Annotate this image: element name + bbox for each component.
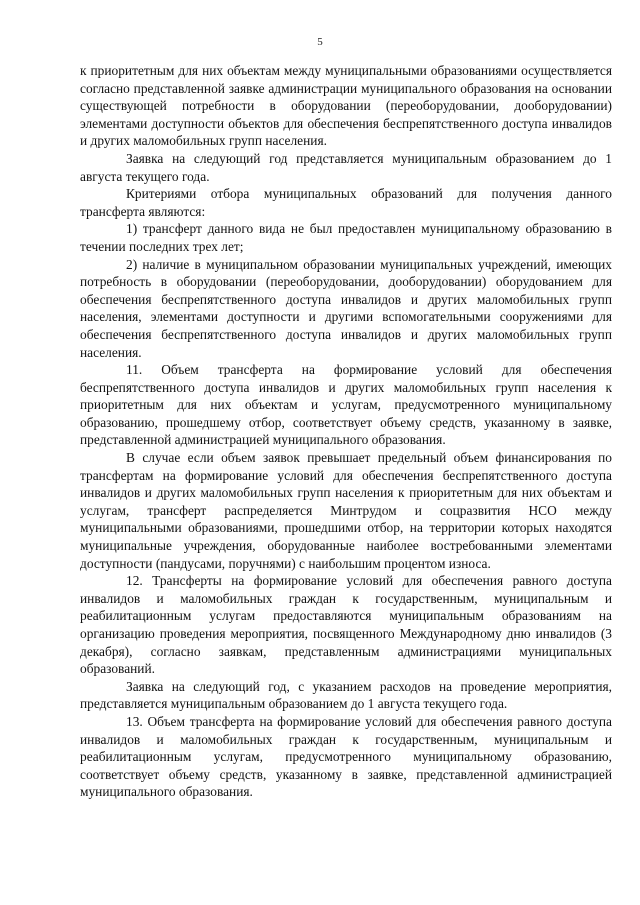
paragraph-criterion-2: 2) наличие в муниципальном образовании муниципальных учреждений, имеющих потребность в оборудовании (переоборудовании, дооборудовании) оборудованием для обеспечения беспрепятственного доступа инвалидов и других маломобильных групп населения, элементами доступности и другими вспомогательными сооружениями для обеспечения беспрепятственного доступа инвалидов и других маломобильных групп населения. (80, 256, 612, 360)
paragraph-continuation: к приоритетным для них объектам между муниципальными образованиями осуществляется согласно представленной заявке администрации муниципального образования на основании существующей потребности в оборудовании (переоборудовании, дооборудовании) элементами доступности объектов для обеспечения беспрепятственного доступа инвалидов и других маломобильных групп населения. (80, 63, 612, 149)
paragraph-selection-criteria: Критериями отбора муниципальных образований для получения данного трансферта являются: (80, 186, 612, 219)
paragraph-application-deadline: Заявка на следующий год представляется муниципальным образованием до 1 августа текущего года. (80, 150, 612, 184)
paragraph-item-11: 11. Объем трансферта на формирование условий для обеспечения беспрепятственного доступа инвалидов и других маломобильных групп населения к приоритетным для них объектам и услугам, предусмотренного муниципальному образованию, прошедшему отбор, соответствует объему средств, указанному в заявке, представленной администрацией муниципального образования. (80, 362, 612, 448)
paragraph-event-application: Заявка на следующий год, с указанием расходов на проведение мероприятия, представляется муниципальным образованием до 1 августа текущего года. (80, 678, 612, 712)
document-body (80, 62, 612, 801)
page-number: 5 (317, 36, 323, 48)
paragraph-criterion-1: 1) трансферт данного вида не был предоставлен муниципальному образованию в течении последних трех лет; (80, 221, 612, 254)
paragraph-excess-applications: В случае если объем заявок превышает предельный объем финансирования по трансфертам на формирование условий для обеспечения беспрепятственного доступа инвалидов и других маломобильных групп населения к приоритетным для них объектам и услугам, трансферт распределяется Минтрудом и соцразвития НСО между муниципальными образованиями, прошедшими отбор, на территории которых находятся муниципальные учреждения, оборудованные наиболее востребованными элементами доступности (пандусами, поручнями) с наибольшим процентом износа. (80, 450, 612, 571)
paragraph-item-13: 13. Объем трансферта на формирование условий для обеспечения равного доступа инвалидов и маломобильных граждан к государственным, муниципальным и реабилитационным услугам, предусмотренного муниципальному образованию, соответствует объему средств, указанному в заявке, представленной администрацией муниципального образования. (80, 713, 612, 800)
paragraph-item-12: 12. Трансферты на формирование условий для обеспечения равного доступа инвалидов и маломобильных граждан к государственным, муниципальным и реабилитационным услугам предоставляются муниципальным образованиям на организацию проведения мероприятия, посвященного Международному дню инвалидов (3 декабря), согласно заявкам, представленным администрациями муниципальных образований. (80, 573, 612, 677)
